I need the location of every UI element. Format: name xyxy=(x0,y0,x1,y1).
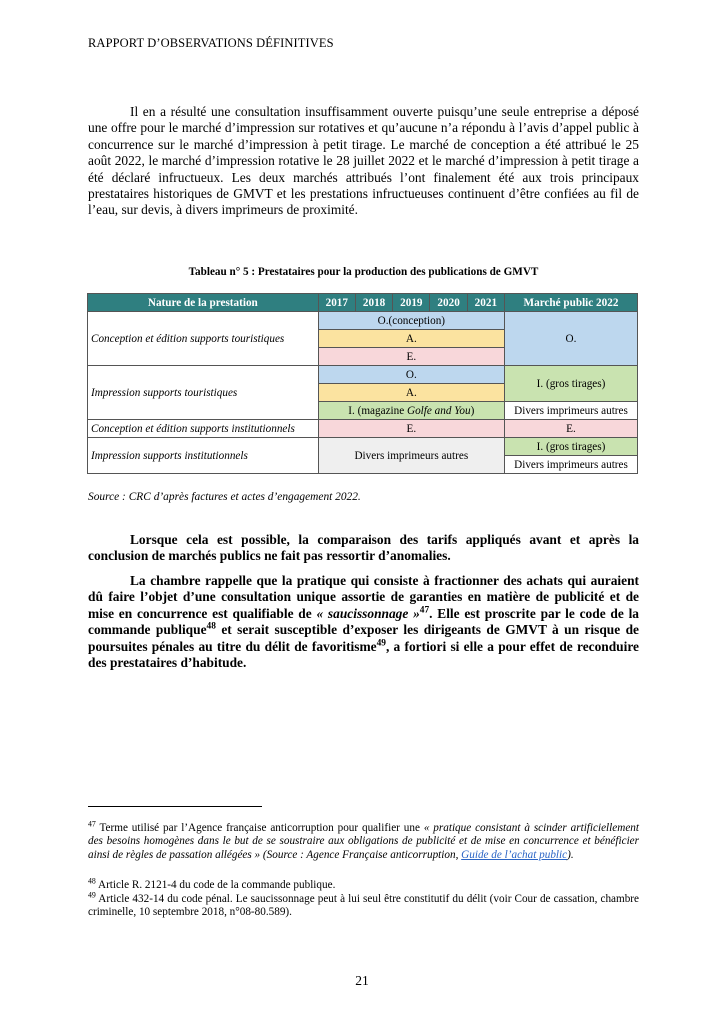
paragraph-tarifs: Lorsque cela est possible, la comparaison des tarifs appliqués avant et après la conclusion de marchés publics ne fait pas ressortir d’anomalies. xyxy=(88,532,639,564)
row-label: Conception et édition supports touristiques xyxy=(88,312,319,366)
text-part: , a fortiori si elle a pour effet de reconduire des prestataires d’habitude. xyxy=(88,638,639,671)
cell-marche: E. xyxy=(505,420,638,438)
cell-provider: E. xyxy=(318,348,504,366)
paragraph-saucissonnage xyxy=(88,573,639,671)
cell-provider: E. xyxy=(318,420,504,438)
cell-marche: Divers imprimeurs autres xyxy=(505,402,638,420)
paragraph-consultation: Il en a résulté une consultation insuffisamment ouverte puisqu’une seule entreprise a déposé une offre pour le marché d’impression sur rotatives et qu’aucune n’a répondu à l’avis d’appel public à concurrence sur le marché d’impression à petit tirage. Le marché de conception a été attribué le 25 août 2022, le marché d’impression rotative le 28 juillet 2022 et le marché d’impression à petit tirage a été déclaré infructueux. Les deux marchés attribués l’ont finalement été aux trois principaux prestataires historiques de GMVT et les prestations infructueuses continuent d’être confiées au fil de l’eau, sur devis, à divers imprimeurs de proximité. xyxy=(88,104,639,218)
table-header-row xyxy=(88,294,638,312)
page-number: 21 xyxy=(355,973,369,988)
row-label: Impression supports institutionnels xyxy=(88,438,319,474)
table-row xyxy=(88,366,638,384)
footnote-quote: « pratique consistant à scinder artificiellement des besoins homogènes dans le but de se soustraire aux obligations de publicité et de mise en concurrence et bénéficier ainsi de règles de passation allégées » (Source : Agence Française anticorruption, xyxy=(88,822,639,861)
footnote-ref[interactable]: 47 xyxy=(419,605,430,616)
footnote-48 xyxy=(88,876,639,892)
footnote-ref[interactable]: 48 xyxy=(206,621,216,632)
footnote-text: Article 432-14 du code pénal. Le saucissonnage peut à lui seul être constitutif du délit (voir Cour de cassation, chambre criminelle, 10 septembre 2018, n°08-80.589). xyxy=(88,893,639,919)
header-2017: 2017 xyxy=(318,294,355,312)
cell-text: I. (magazine xyxy=(348,404,407,417)
footnote-separator xyxy=(88,806,262,807)
cell-provider: A. xyxy=(318,384,504,402)
quote-saucissonnage: « saucissonnage » xyxy=(316,605,420,621)
header-nature: Nature de la prestation xyxy=(88,294,319,312)
table-row xyxy=(88,312,638,330)
header-marche-2022: Marché public 2022 xyxy=(505,294,638,312)
cell-provider xyxy=(318,402,504,420)
cell-provider: A. xyxy=(318,330,504,348)
table-row xyxy=(88,438,638,456)
footnote-text: Terme utilisé par l’Agence française anticorruption pour qualifier une xyxy=(95,822,424,834)
footnote-47 xyxy=(88,819,639,862)
footnote-text: Article R. 2121-4 du code de la commande publique. xyxy=(95,879,336,891)
cell-provider: O.(conception) xyxy=(318,312,504,330)
footnote-number: 48 xyxy=(88,876,96,886)
header-2018: 2018 xyxy=(355,294,392,312)
table-title: Tableau n° 5 : Prestataires pour la production des publications de GMVT xyxy=(188,266,539,278)
footnote-49 xyxy=(88,890,639,920)
row-label: Impression supports touristiques xyxy=(88,366,319,420)
cell-provider: O. xyxy=(318,366,504,384)
table-row xyxy=(88,420,638,438)
cell-marche: I. (gros tirages) xyxy=(505,438,638,456)
cell-marche: I. (gros tirages) xyxy=(505,366,638,402)
header-2019: 2019 xyxy=(393,294,430,312)
cell-text: ) xyxy=(470,404,475,417)
header-2020: 2020 xyxy=(430,294,467,312)
footnote-number: 47 xyxy=(88,819,96,829)
header-2021: 2021 xyxy=(467,294,504,312)
footnote-number: 49 xyxy=(88,890,96,900)
table-source: Source : CRC d’après factures et actes d’engagement 2022. xyxy=(88,491,361,503)
cell-provider: Divers imprimeurs autres xyxy=(318,438,504,474)
text-part: et serait susceptible d’exposer les dirigeants de GMVT à un risque de poursuites pénales au titre du délit de favoritisme xyxy=(88,622,639,654)
report-header: RAPPORT D’OBSERVATIONS DÉFINITIVES xyxy=(88,36,334,50)
cell-marche: Divers imprimeurs autres xyxy=(505,456,638,474)
text-part: . Elle est proscrite par le code de la commande publique xyxy=(88,605,639,638)
footnote-text: ). xyxy=(567,848,574,861)
cell-marche: O. xyxy=(505,312,638,366)
magazine-name: Golfe and You xyxy=(407,404,471,417)
guide-link[interactable]: Guide de l’achat public xyxy=(461,848,568,861)
footnote-ref[interactable]: 49 xyxy=(376,638,386,649)
row-label: Conception et édition supports institutionnels xyxy=(88,420,319,438)
providers-table xyxy=(87,293,638,474)
text-part: La chambre rappelle que la pratique qui consiste à fractionner des achats qui auraient dû faire l’objet d’une consultation unique assortie de garanties en matière de publicité et de mise en concurrence est qualifiable de xyxy=(88,573,639,621)
